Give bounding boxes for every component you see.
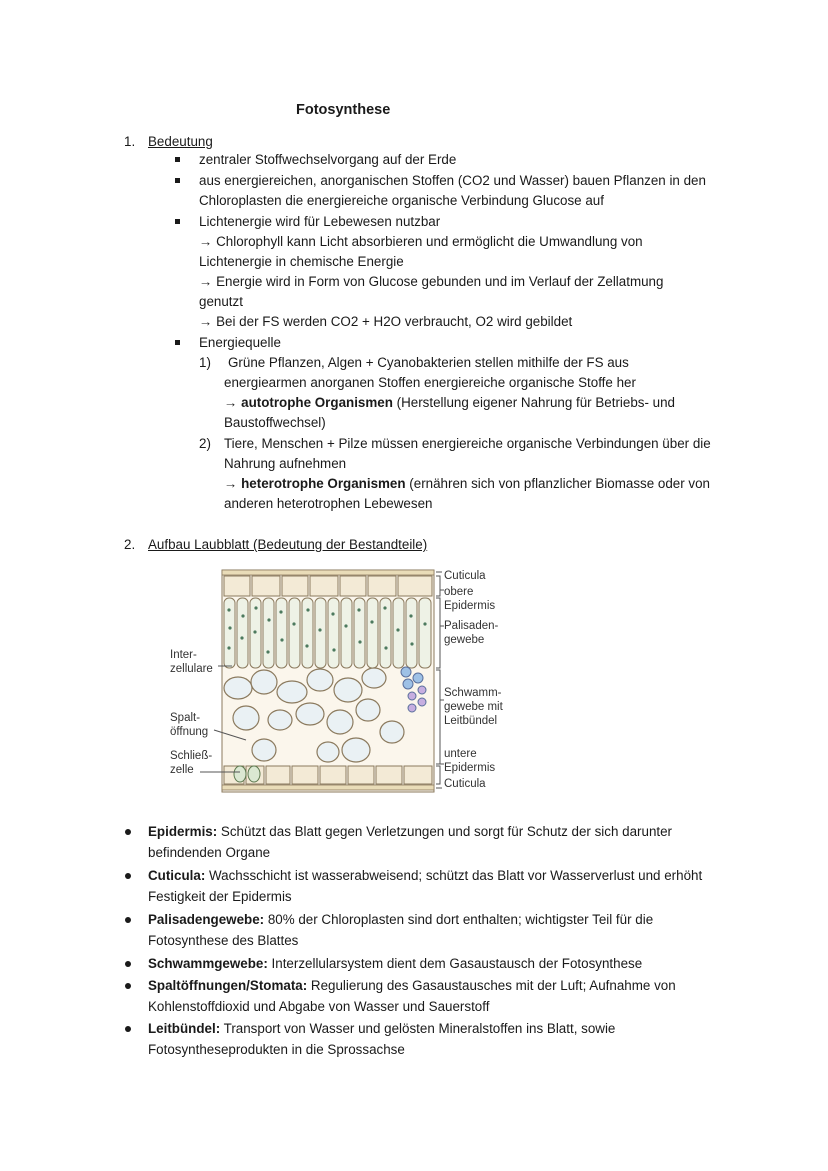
list-number: 2) — [199, 436, 211, 451]
bullet-dot — [125, 1026, 131, 1032]
page-title: Fotosynthese — [296, 102, 391, 118]
label-cuticula-bottom: Cuticula — [444, 778, 486, 790]
label-vascular: Leitbündel — [444, 715, 498, 727]
label-schliesszelle: Schließ- — [170, 750, 213, 762]
definition-text: 80% der Chloroplasten sind dort enthalten; wichtigster Teil für die — [264, 912, 654, 927]
section-2-heading: Aufbau Laubblatt (Bedeutung der Bestandteile) — [148, 537, 428, 552]
list-text: Baustoffwechsel) — [224, 415, 326, 430]
guard-cell — [248, 766, 260, 782]
bullet-dot — [125, 829, 131, 835]
bold-term: autotrophe Organismen — [241, 395, 393, 410]
bullet-dot — [125, 961, 131, 967]
bullet-text: zentraler Stoffwechselvorgang auf der Erde — [199, 152, 457, 167]
bullet-dot — [125, 917, 131, 923]
bullet-text: aus energiereichen, anorganischen Stoffen (CO2 und Wasser) bauen Pflanzen in den — [199, 173, 706, 188]
label-upper-epidermis: obere — [444, 586, 474, 598]
definition-text: Wachsschicht ist wasserabweisend; schützt das Blatt vor Wasserverlust und erhöht — [205, 868, 703, 883]
label-interzellulare: zellulare — [170, 663, 213, 675]
list-text: (ernähren sich von pflanzlicher Biomasse oder von — [405, 476, 710, 491]
definition-palisadengewebe — [148, 910, 653, 930]
bullet-text: Lichtenergie wird für Lebewesen nutzbar — [199, 214, 441, 229]
definition-term: Palisadengewebe: — [148, 912, 265, 927]
bullet-text: Energiequelle — [199, 335, 281, 350]
label-spongy: gewebe mit — [444, 701, 503, 713]
definition-text: Kohlenstoffdioxid und Abgabe von Wasser und Sauerstoff — [148, 999, 490, 1014]
label-spaltoeffnung: Spalt- — [170, 712, 201, 724]
list-text: Tiere, Menschen + Pilze müssen energiereiche organische Verbindungen über die — [224, 436, 711, 451]
definition-leitbuendel — [148, 1019, 615, 1039]
definition-text: Regulierung des Gasaustausches mit der Luft; Aufnahme von — [307, 978, 676, 993]
section-1-heading: Bedeutung — [148, 134, 213, 149]
list-text-autotroph — [224, 393, 675, 413]
definition-text: Transport von Wasser und gelösten Mineralstoffen ins Blatt, sowie — [220, 1021, 616, 1036]
bullet-text: Chloroplasten die energiereiche organische Verbindung Glucose auf — [199, 193, 604, 208]
arrow-glyph: → — [224, 476, 238, 491]
definition-text: Fotosyntheseprodukten in die Sprossachse — [148, 1042, 405, 1057]
definition-term: Cuticula: — [148, 868, 206, 883]
bullet-dot — [125, 983, 131, 989]
square-bullet — [175, 219, 180, 224]
arrow-line: → Bei der FS werden CO2 + H2O verbraucht, O2 wird gebildet — [199, 314, 573, 329]
definition-term: Spaltöffnungen/Stomata: — [148, 978, 308, 993]
definition-cuticula — [148, 866, 702, 886]
arrow-line: Lichtenergie in chemische Energie — [199, 254, 404, 269]
definition-text: Fotosynthese des Blattes — [148, 933, 299, 948]
square-bullet — [175, 157, 180, 162]
label-upper-epidermis: Epidermis — [444, 600, 496, 612]
label-schliesszelle: zelle — [170, 764, 194, 776]
arrow-line: genutzt — [199, 294, 243, 309]
definition-epidermis — [148, 822, 672, 842]
label-lower-epidermis: Epidermis — [444, 762, 496, 774]
label-cuticula-top: Cuticula — [444, 570, 486, 582]
definition-term: Leitbündel: — [148, 1021, 221, 1036]
section-1-number: 1. — [124, 134, 136, 149]
label-palisade: gewebe — [444, 634, 485, 646]
upper-epidermis — [224, 576, 432, 596]
definition-text: Interzellularsystem dient dem Gasaustausch der Fotosynthese — [267, 956, 643, 971]
guard-cell — [234, 766, 246, 782]
definition-term: Schwammgewebe: — [148, 956, 268, 971]
label-interzellulare: Inter- — [170, 649, 197, 661]
list-text: energiearmen anorganen Stoffen energiereiche organische Stoffe her — [224, 375, 636, 390]
list-text: anderen heterotrophen Lebewesen — [224, 496, 433, 511]
bullet-dot — [125, 873, 131, 879]
list-text-heterotroph — [224, 474, 710, 494]
definition-schwammgewebe — [148, 954, 642, 974]
list-text: Grüne Pflanzen, Algen + Cyanobakterien stellen mithilfe der FS aus — [228, 355, 629, 370]
square-bullet — [175, 340, 180, 345]
arrow-glyph: → — [224, 395, 238, 410]
list-text: (Herstellung eigener Nahrung für Betriebs- und — [392, 395, 676, 410]
list-text: Nahrung aufnehmen — [224, 456, 347, 471]
arrow-line: → Energie wird in Form von Glucose gebunden und im Verlauf der Zellatmung — [199, 274, 664, 289]
section-2-number: 2. — [124, 537, 136, 552]
definition-text: Festigkeit der Epidermis — [148, 889, 292, 904]
label-spongy: Schwamm- — [444, 687, 502, 699]
label-lower-epidermis: untere — [444, 748, 477, 760]
label-palisade: Palisaden- — [444, 620, 499, 632]
list-number: 1) — [199, 355, 211, 370]
square-bullet — [175, 178, 180, 183]
label-spaltoeffnung: öffnung — [170, 726, 209, 738]
definition-term: Epidermis: — [148, 824, 218, 839]
definition-spaltoeffnungen — [148, 976, 676, 996]
bold-term: heterotrophe Organismen — [241, 476, 406, 491]
definition-text: befindenden Organe — [148, 845, 271, 860]
definition-text: Schützt das Blatt gegen Verletzungen und sorgt für Schutz der sich darunter — [217, 824, 673, 839]
arrow-line: → Chlorophyll kann Licht absorbieren und ermöglicht die Umwandlung von — [199, 234, 643, 249]
